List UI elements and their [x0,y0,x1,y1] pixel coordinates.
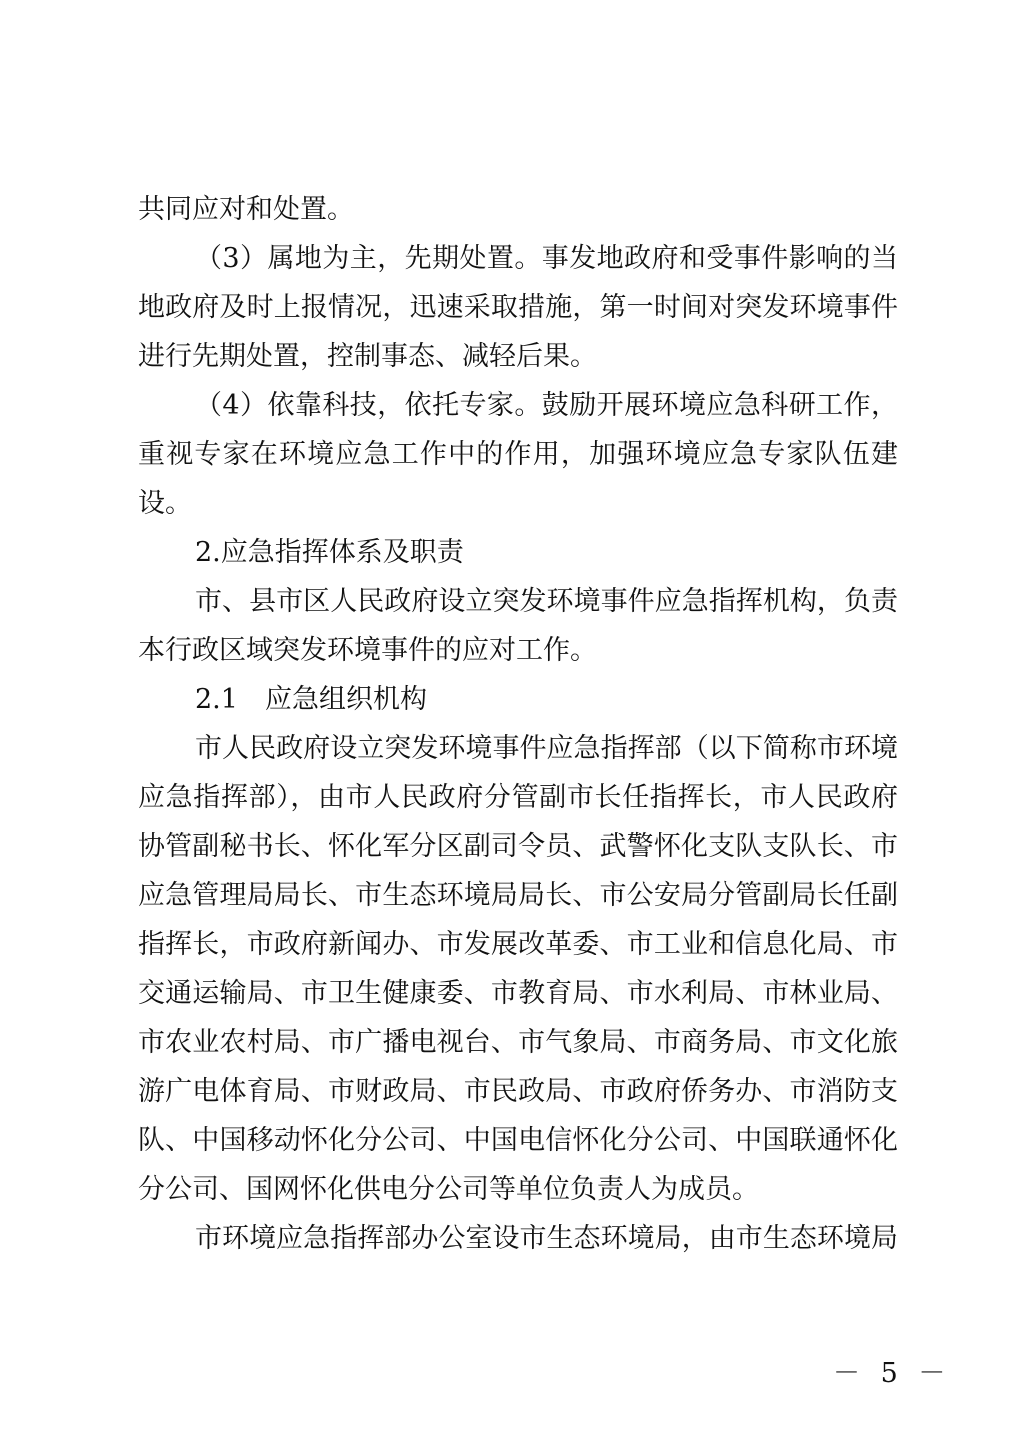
text-line-21: 分公司、国网怀化供电分公司等单位负责人为成员。 [138,1174,759,1205]
text-line-6: 重视专家在环境应急工作中的作用，加强环境应急专家队伍建 [138,439,898,470]
text-line-4: 进行先期处置，控制事态、减轻后果。 [138,341,597,372]
text-line-16: 指挥长，市政府新闻办、市发展改革委、市工业和信息化局、市 [138,929,898,960]
text-line-17: 交通运输局、市卫生健康委、市教育局、市水利局、市林业局、 [138,978,898,1009]
text-line-22: 市环境应急指挥部办公室设市生态环境局，由市生态环境局 [195,1223,898,1254]
text-line-19: 游广电体育局、市财政局、市民政局、市政府侨务办、市消防支 [138,1076,898,1107]
text-line-20: 队、中国移动怀化分公司、中国电信怀化分公司、中国联通怀化 [138,1125,898,1156]
text-line-10: 本行政区域突发环境事件的应对工作。 [138,635,597,666]
text-line-18: 市农业农村局、市广播电视台、市气象局、市商务局、市文化旅 [138,1027,898,1058]
text-line-12: 市人民政府设立突发环境事件应急指挥部（以下简称市环境 [195,733,898,764]
text-line-9: 市、县市区人民政府设立突发环境事件应急指挥机构，负责 [195,586,898,617]
text-line-7: 设。 [138,488,192,519]
text-line-3: 地政府及时上报情况，迅速采取措施，第一时间对突发环境事件 [138,292,898,323]
section-heading-2: 2.应急指挥体系及职责 [195,537,464,568]
text-line-13: 应急指挥部），由市人民政府分管副市长任指挥长，市人民政府 [138,782,898,813]
page-number: － 5 － [833,1358,952,1389]
text-line-15: 应急管理局局长、市生态环境局局长、市公安局分管副局长任副 [138,880,898,911]
text-line-1: 共同应对和处置。 [138,194,354,225]
text-line-14: 协管副秘书长、怀化军分区副司令员、武警怀化支队支队长、市 [138,831,898,862]
text-line-5: （4）依靠科技，依托专家。鼓励开展环境应急科研工作， [195,390,898,421]
text-line-2: （3）属地为主，先期处置。事发地政府和受事件影响的当 [195,243,898,274]
section-heading-2-1: 2.1 应急组织机构 [195,684,427,715]
